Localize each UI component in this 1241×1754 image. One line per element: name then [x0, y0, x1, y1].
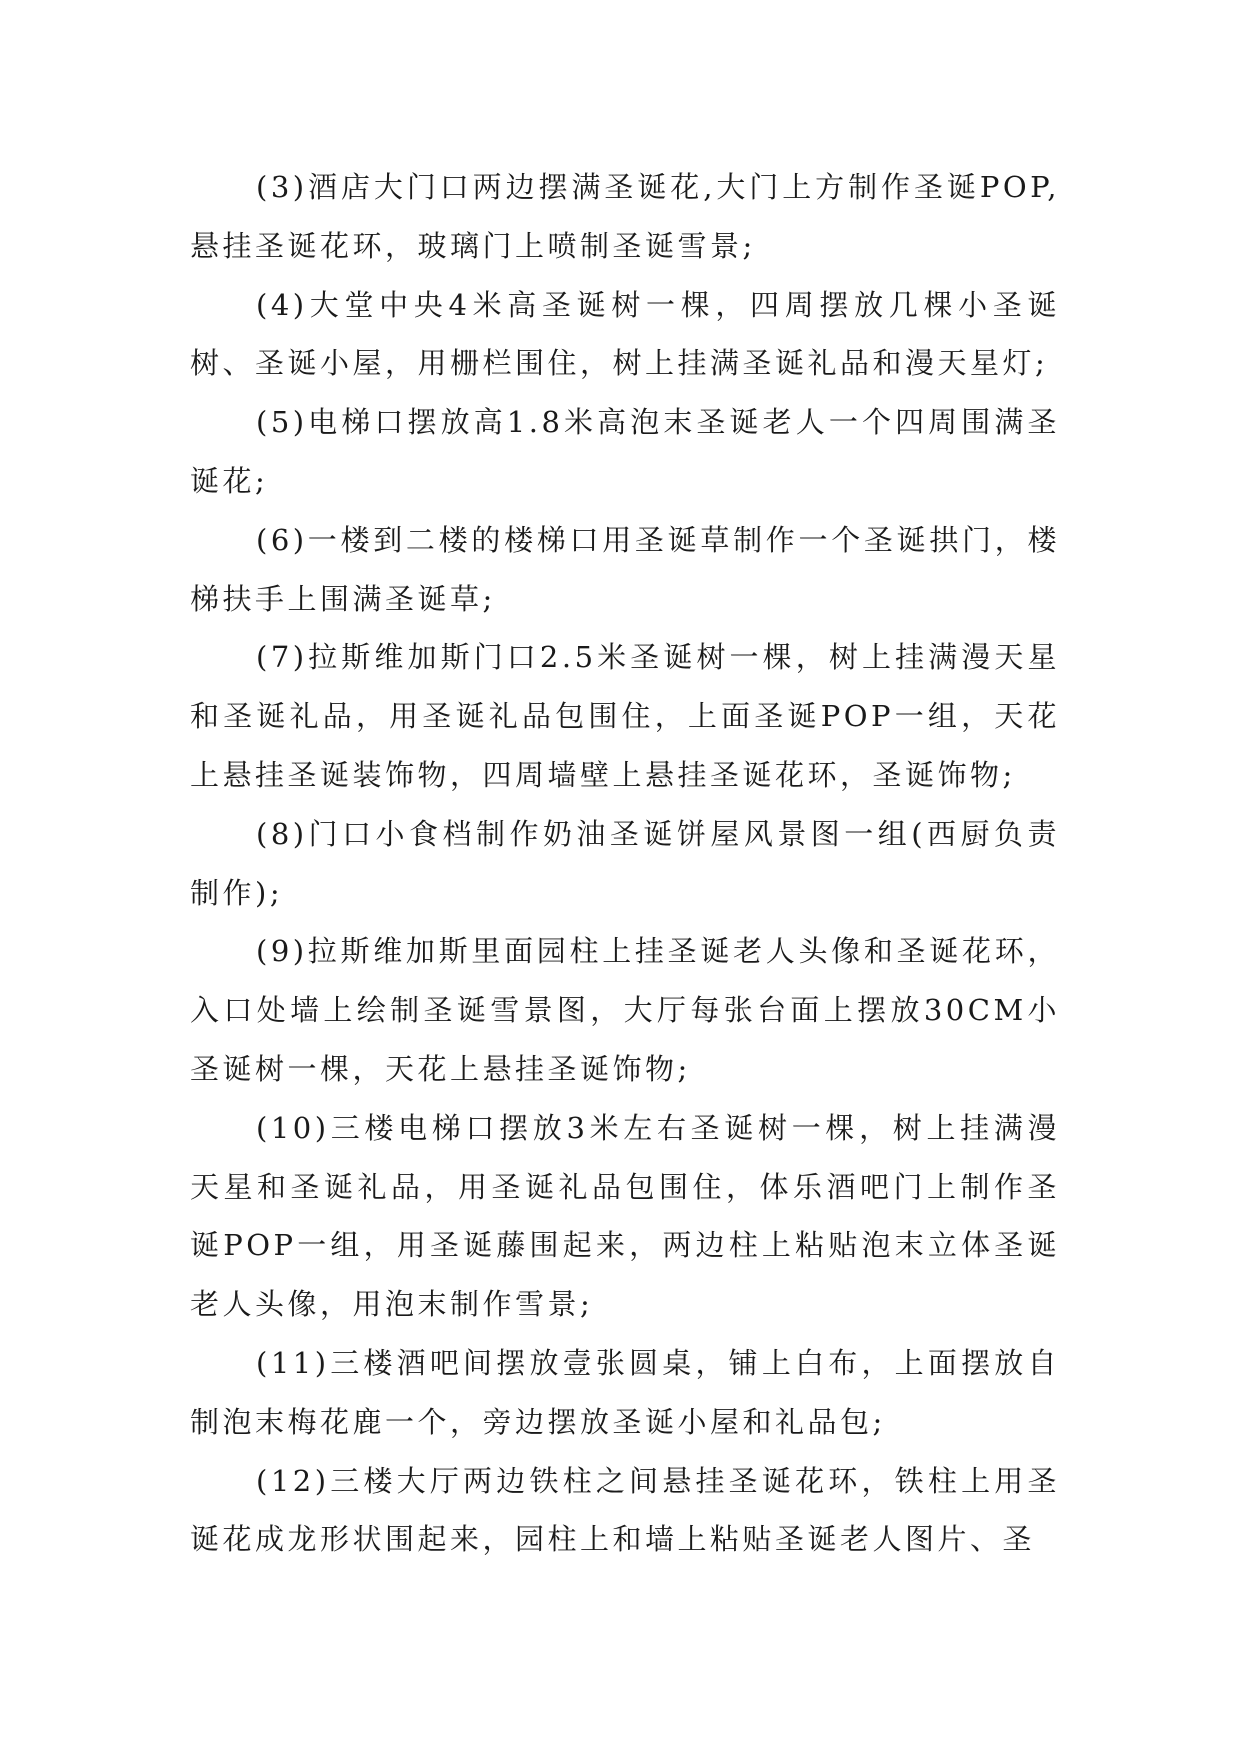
paragraph-item-4: (4)大堂中央4米高圣诞树一棵，四周摆放几棵小圣诞树、圣诞小屋，用栅栏围住，树上挂满圣诞礼品和漫天星灯; — [190, 287, 1060, 381]
paragraph-item-9: (9)拉斯维加斯里面园柱上挂圣诞老人头像和圣诞花环，入口处墙上绘制圣诞雪景图，大厅每张台面上摆放30CM小圣诞树一棵，天花上悬挂圣诞饰物; — [190, 934, 1060, 1086]
document-body — [190, 158, 1060, 1569]
paragraph-item-11: (11)三楼酒吧间摆放壹张圆桌，铺上白布，上面摆放自制泡末梅花鹿一个，旁边摆放圣诞小屋和礼品包; — [190, 1345, 1060, 1439]
paragraph-item-7: (7)拉斯维加斯门口2.5米圣诞树一棵，树上挂满漫天星和圣诞礼品，用圣诞礼品包围住，上面圣诞POP一组，天花上悬挂圣诞装饰物，四周墙壁上悬挂圣诞花环，圣诞饰物; — [190, 640, 1060, 792]
paragraph-item-12: (12)三楼大厅两边铁柱之间悬挂圣诞花环，铁柱上用圣诞花成龙形状围起来，园柱上和墙上粘贴圣诞老人图片、圣 — [190, 1463, 1060, 1557]
paragraph-item-10: (10)三楼电梯口摆放3米左右圣诞树一棵，树上挂满漫天星和圣诞礼品，用圣诞礼品包围住，体乐酒吧门上制作圣诞POP一组，用圣诞藤围起来，两边柱上粘贴泡末立体圣诞老人头像，用泡末制作雪景; — [190, 1110, 1060, 1322]
paragraph-item-6: (6)一楼到二楼的楼梯口用圣诞草制作一个圣诞拱门，楼梯扶手上围满圣诞草; — [190, 522, 1060, 616]
paragraph-item-3: (3)酒店大门口两边摆满圣诞花,大门上方制作圣诞POP,悬挂圣诞花环，玻璃门上喷制圣诞雪景; — [190, 170, 1060, 263]
paragraph-item-5: (5)电梯口摆放高1.8米高泡末圣诞老人一个四周围满圣诞花; — [190, 405, 1060, 498]
paragraph-item-8: (8)门口小食档制作奶油圣诞饼屋风景图一组(西厨负责制作); — [190, 816, 1060, 910]
